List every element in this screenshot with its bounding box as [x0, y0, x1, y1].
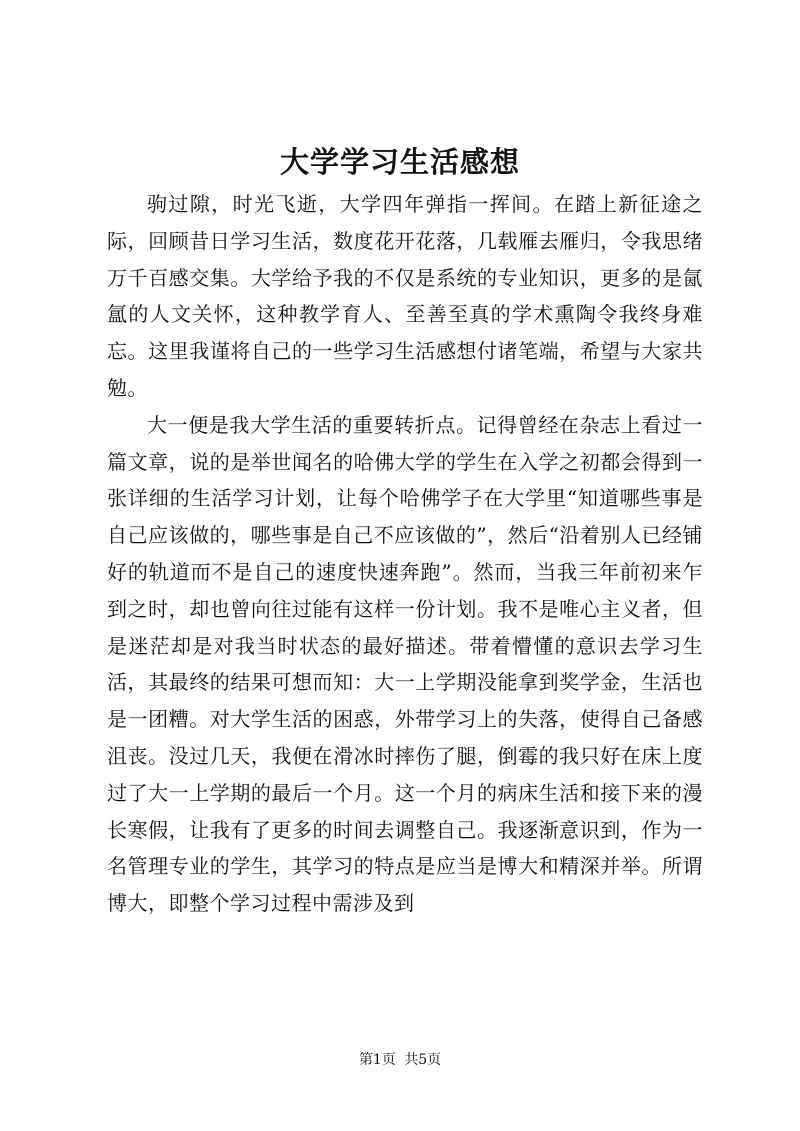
document-title: 大学学习生活感想	[279, 145, 520, 179]
page-number: 第1页	[358, 1052, 396, 1068]
paragraph-2: 大一便是我大学生活的重要转折点。记得曾经在杂志上看过一篇文章，说的是举世闻名的哈佛大学的学生在入学之初都会得到一张详细的生活学习计划，让每个哈佛学子在大学里“知道哪些事是自己应该做的，哪些事是自己不应该做的”，然后“沿着别人已经铺好的轨道而不是自己的速度快速奔跑”。然而，当我三年前初来乍到之时，却也曾向往过能有这样一份计划。我不是唯心主义者，但是迷茫却是对我当时状态的最好描述。带着懵懂的意识去学习生活，其最终的结果可想而知：大一上学期没能拿到奖学金，生活也是一团糟。对大学生活的困惑，外带学习上的失落，使得自己备感沮丧。没过几天，我便在滑冰时摔伤了腿，倒霉的我只好在床上度过了大一上学期的最后一个月。这一个月的病床生活和接下来的漫长寒假，让我有了更多的时间去调整自己。我逐渐意识到，作为一名管理专业的学生，其学习的特点是应当是博大和精深并举。所谓博大，即整个学习过程中需涉及到	[107, 412, 703, 916]
page-footer	[0, 1049, 800, 1069]
page-total: 共5页	[404, 1052, 442, 1068]
paragraph-1: 驹过隙，时光飞逝，大学四年弹指一挥间。在踏上新征途之际，回顾昔日学习生活，数度花开花落，几载雁去雁归，令我思绪万千百感交集。大学给予我的不仅是系统的专业知识，更多的是氤氲的人文关怀，这种教学育人、至善至真的学术熏陶令我终身难忘。这里我谨将自己的一些学习生活感想付诸笔端，希望与大家共勉。	[107, 192, 703, 400]
document-body	[107, 186, 703, 922]
